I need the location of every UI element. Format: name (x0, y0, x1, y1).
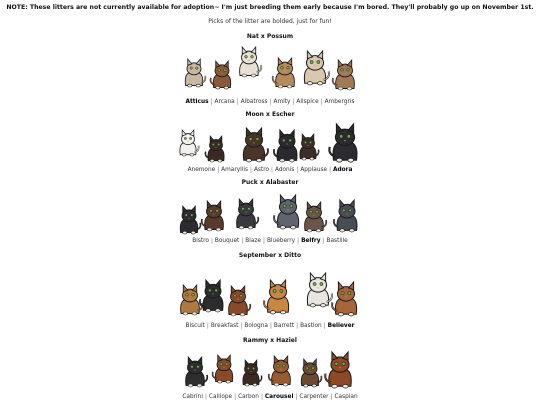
litter-rammy-x-haziel (0, 337, 540, 400)
kitten-illustration (331, 198, 363, 234)
kitten-name: Cabrini (182, 394, 203, 400)
kitten-name: Amity (273, 99, 291, 105)
kitten-name: Arcana (214, 99, 235, 105)
kitten-name: Calliope (208, 394, 233, 400)
name-separator: | (296, 323, 299, 329)
name-separator: | (210, 238, 213, 244)
litter-puck-x-alabaster (0, 179, 540, 244)
name-separator: | (234, 394, 237, 400)
kitten-name: Breakfast (210, 323, 239, 329)
kitten-name: Amaryllis (221, 167, 248, 173)
kitten-name-list (0, 238, 540, 244)
name-separator: | (296, 167, 299, 173)
name-separator: | (262, 238, 265, 244)
litter-artwork (180, 42, 360, 97)
name-separator: | (320, 99, 323, 105)
name-separator: | (240, 323, 243, 329)
kitten-name-list (0, 394, 540, 400)
kitten-illustration (325, 122, 365, 164)
litter-title: Nat x Possum (246, 33, 294, 40)
kitten-illustration (231, 196, 261, 232)
name-separator: | (204, 394, 207, 400)
name-separator: | (271, 167, 273, 173)
kitten-name: Biscuit (185, 323, 205, 329)
kitten-name: Caspian (334, 394, 358, 400)
kitten-illustration (299, 200, 329, 234)
kitten-illustration (322, 348, 358, 392)
name-separator: | (292, 99, 295, 105)
kitten-name: Adonis (274, 167, 295, 173)
kitten-illustration (210, 348, 238, 390)
kitten-illustration (266, 350, 296, 392)
litter-nat-x-possum (0, 33, 540, 105)
name-separator: | (269, 323, 272, 329)
kitten-illustration (175, 124, 201, 162)
kitten-illustration (180, 352, 210, 392)
litter-title: Rammy x Haziel (243, 337, 297, 344)
kitten-name-pick: Atticus (185, 99, 209, 105)
kitten-name: Blaze (245, 238, 261, 244)
litter-title: September x Ditto (238, 252, 302, 259)
kitten-illustration (180, 56, 208, 90)
name-separator: | (217, 167, 220, 173)
kitten-name: Bologna (244, 323, 268, 329)
kitten-name-pick: Believer (327, 323, 355, 329)
adoption-notice: NOTE: These litters are not currently available for adoption~ I'm just breeding them early because I'm bored. They'll probably go up on November 1st. (6, 4, 534, 11)
kitten-name-pick: Belfry (301, 238, 321, 244)
litter-artwork (175, 120, 365, 165)
name-separator: | (322, 238, 325, 244)
litter-artwork (180, 346, 360, 392)
kitten-name: Allspice (296, 99, 319, 105)
kitten-illustration (298, 48, 332, 88)
name-separator: | (323, 323, 326, 329)
name-separator: | (295, 394, 298, 400)
name-separator: | (210, 99, 213, 105)
litter-title: Puck x Alabaster (241, 179, 299, 186)
name-separator: | (236, 99, 239, 105)
name-separator: | (206, 323, 209, 329)
litter-artwork (175, 188, 365, 236)
kitten-name-list (0, 99, 540, 105)
kitten-illustration (296, 356, 324, 390)
kitten-illustration (238, 356, 264, 390)
kitten-name-list (0, 167, 540, 173)
litter-title: Moon x Escher (245, 111, 295, 118)
kitten-illustration (234, 44, 264, 80)
kitten-illustration (329, 279, 363, 319)
kitten-name: Bistro (192, 238, 209, 244)
litter-artwork (175, 261, 365, 321)
kitten-name: Applause (300, 167, 328, 173)
kitten-name-pick: Carousel (264, 394, 294, 400)
kitten-name: Bouquet (214, 238, 240, 244)
kitten-name: Barrett (273, 323, 295, 329)
kitten-name: Carpenter (299, 394, 329, 400)
name-separator: | (241, 238, 244, 244)
kitten-name: Bastille (326, 238, 348, 244)
name-separator: | (250, 167, 252, 173)
name-separator: | (269, 99, 272, 105)
kitten-illustration (208, 58, 236, 92)
kitten-name: Astro (253, 167, 270, 173)
name-separator: | (260, 394, 263, 400)
kitten-name-pick: Adora (333, 167, 353, 173)
picks-subtitle: Picks of the litter are bolded, just for fun! (208, 18, 332, 25)
kitten-name: Carbon (238, 394, 259, 400)
litter-moon-x-escher (0, 111, 540, 173)
kitten-name: Bastion (300, 323, 322, 329)
name-separator: | (297, 238, 300, 244)
kitten-illustration (295, 132, 321, 162)
kitten-illustration (270, 54, 300, 92)
kitten-illustration (237, 126, 271, 164)
litter-september-x-ditto (0, 252, 540, 329)
kitten-name: Blueberry (266, 238, 296, 244)
kitten-illustration (223, 283, 253, 319)
kitten-illustration (203, 134, 229, 164)
kitten-illustration (199, 198, 229, 234)
kitten-illustration (330, 56, 360, 94)
kitten-name-list (0, 323, 540, 329)
kitten-name: Albatross (240, 99, 268, 105)
name-separator: | (330, 394, 333, 400)
kitten-name: Ambergris (324, 99, 355, 105)
kitten-name: Anemone (187, 167, 216, 173)
kitten-illustration (261, 275, 295, 319)
name-separator: | (329, 167, 332, 173)
